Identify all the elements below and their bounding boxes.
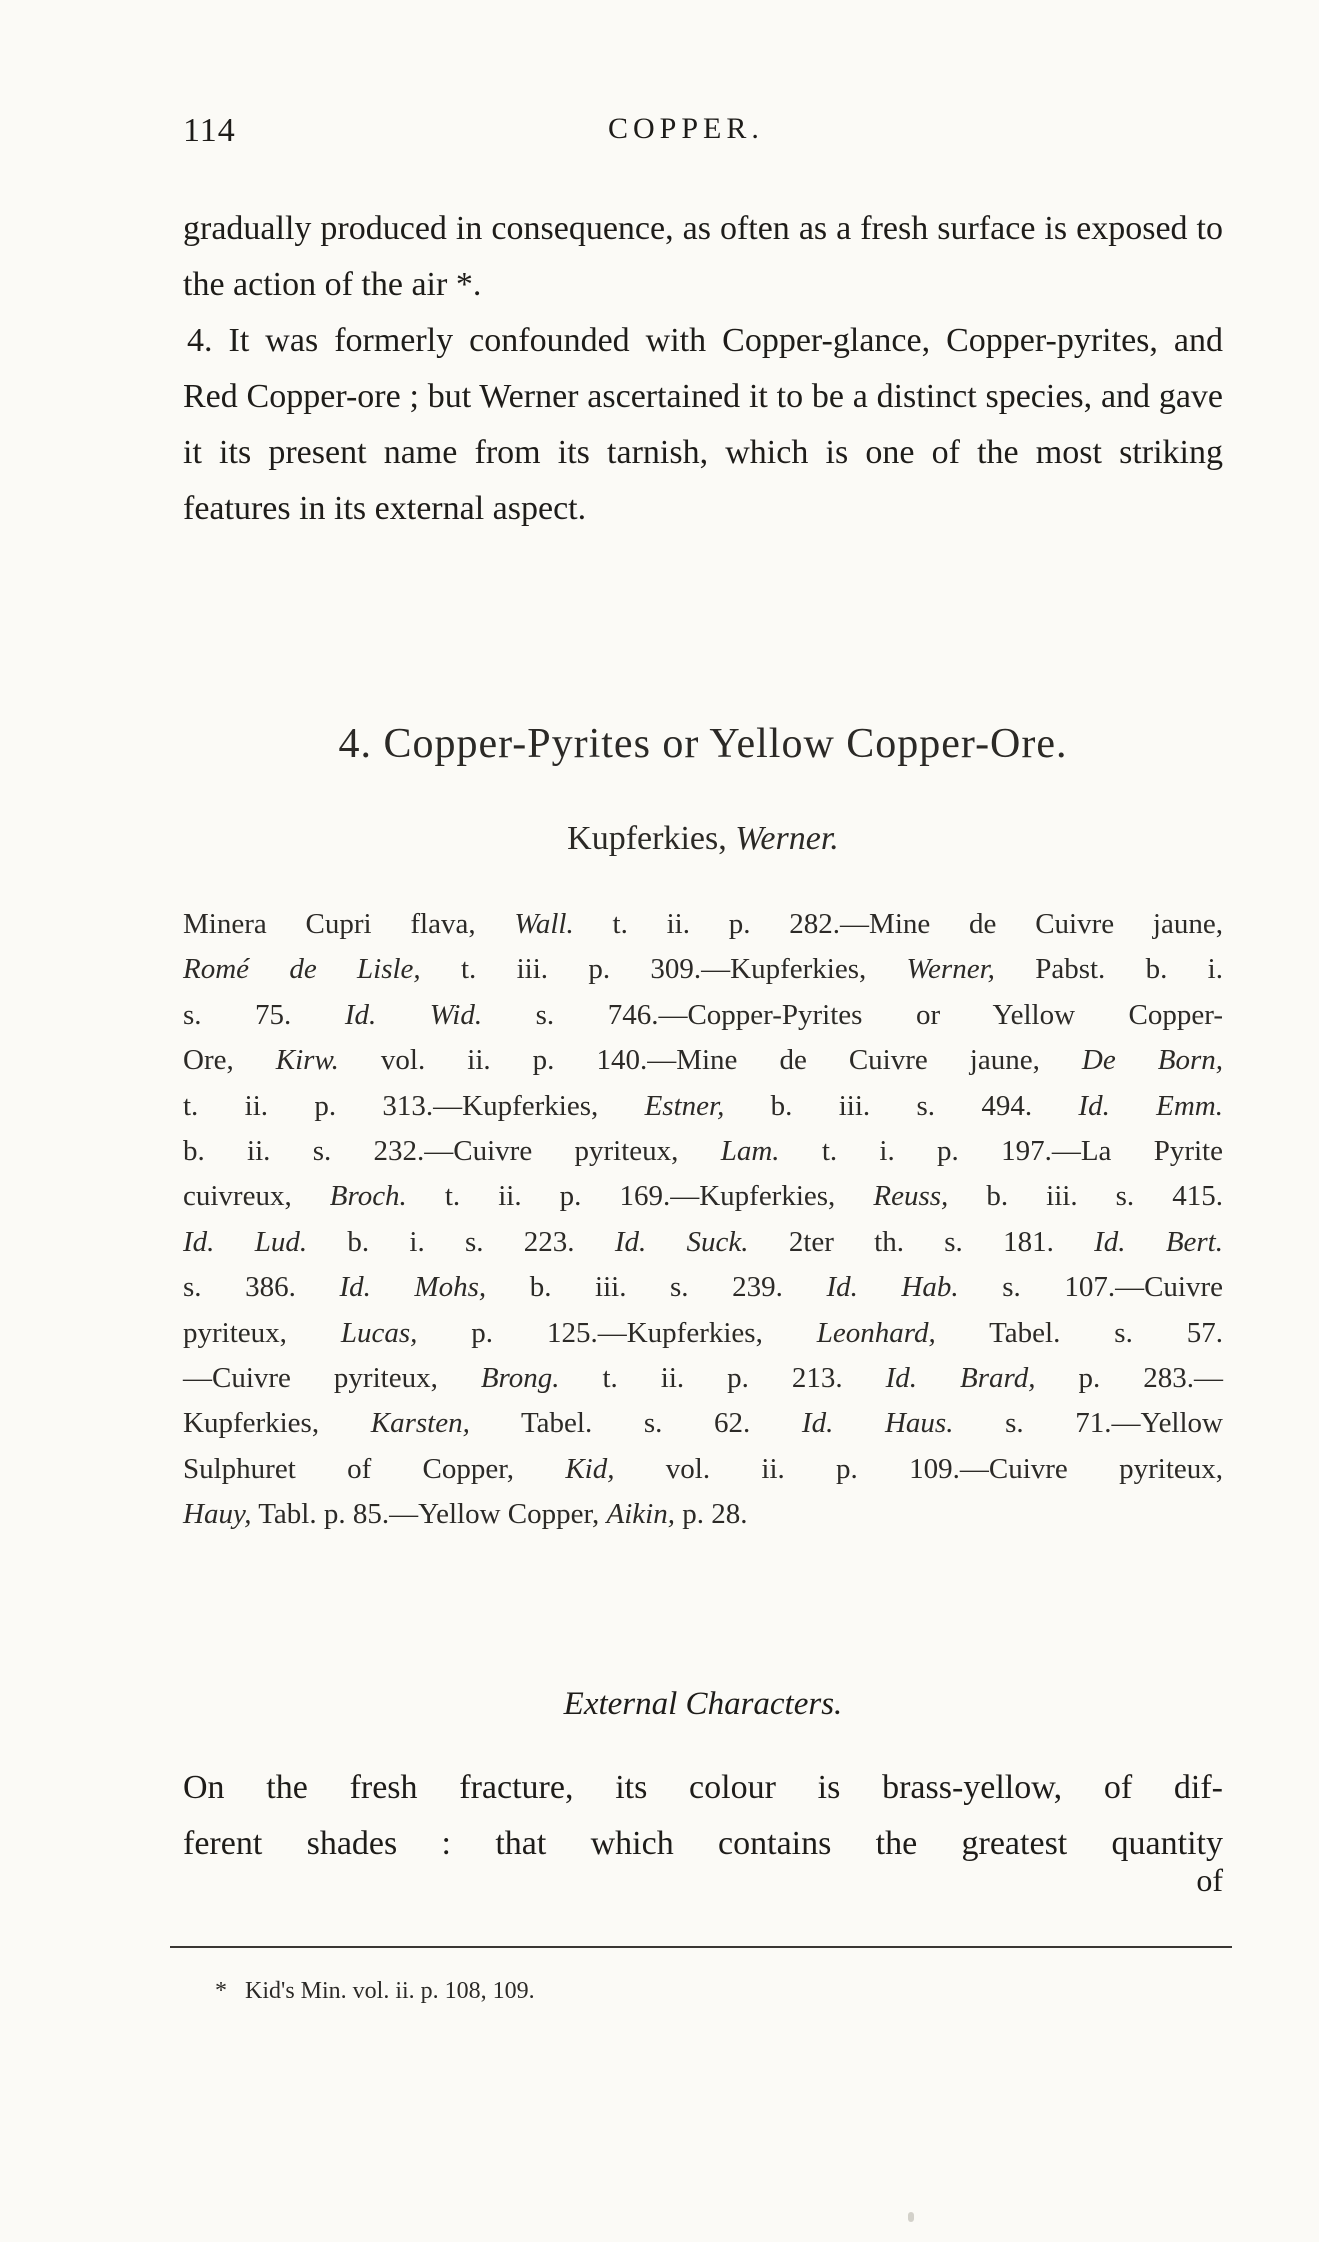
synonymy-text: —Cuivre pyriteux,	[183, 1362, 481, 1395]
synonymy-citation: Hauy,	[183, 1498, 252, 1531]
synonymy-citation: Id. Suck.	[614, 1225, 749, 1258]
synonymy-citation: Estner,	[644, 1089, 725, 1122]
synonymy-line	[183, 1492, 1223, 1537]
synonymy-text: Kupferkies,	[183, 1407, 371, 1440]
synonymy-text: s. 746.—Copper-Pyrites or Yellow Copper-	[482, 998, 1223, 1031]
synonymy-text: cuivreux,	[183, 1180, 330, 1213]
synonymy-citation: Wall.	[514, 908, 574, 940]
synonymy-citation: Aikin,	[606, 1498, 675, 1531]
synonymy-citation: Lam.	[720, 1135, 780, 1168]
synonymy-text: b. iii. s. 239.	[486, 1271, 827, 1304]
synonymy-line	[183, 1356, 1223, 1401]
subtitle-name: Kupferkies,	[567, 820, 727, 857]
synonymy-text: vol. ii. p. 109.—Cuivre pyriteux,	[614, 1452, 1223, 1485]
intro-text	[183, 201, 1223, 537]
footnote	[215, 1978, 535, 2005]
synonymy-text: 2ter th. s. 181.	[748, 1225, 1095, 1258]
synonymy-text: vol. ii. p. 140.—Mine de Cuivre jaune,	[338, 1044, 1082, 1077]
page-header	[183, 112, 1223, 162]
synonymy-citation: Id. Hab.	[826, 1271, 959, 1304]
synonymy-citation: Kirw.	[275, 1044, 339, 1077]
section-subtitle	[183, 820, 1223, 858]
synonymy-text: t. i. p. 197.—La Pyrite	[779, 1135, 1223, 1168]
synonymy-citation: Id. Bert.	[1094, 1225, 1223, 1258]
running-title: COPPER.	[608, 112, 764, 145]
synonymy-text: t. ii. p. 213.	[559, 1362, 886, 1395]
paragraph-4: 4. It was formerly confounded with Copper-glance, Copper-pyrites, and Red Copper-ore ; but Werner ascertained it to be a distinct species, and gave it its present name from its tarnish, which is one of the most striking features in its external aspect.	[183, 322, 1223, 527]
synonymy-text: s. 107.—Cuivre	[958, 1271, 1223, 1304]
synonymy-text: s. 71.—Yellow	[953, 1407, 1223, 1440]
synonymy-text: Minera Cupri flava,	[183, 908, 515, 940]
synonymy-citation: Leonhard,	[816, 1316, 936, 1349]
synonymy-citation: Brong.	[480, 1362, 560, 1395]
subtitle-author: Werner.	[735, 820, 839, 857]
synonymy-citation: De Born,	[1081, 1044, 1223, 1077]
synonymy-text: s. 75.	[183, 998, 345, 1031]
synonymy-text: Ore,	[183, 1044, 276, 1077]
synonymy-line	[183, 1311, 1223, 1356]
footnote-mark: *	[215, 1978, 227, 2004]
footnote-text: Kid's Min. vol. ii. p. 108, 109.	[245, 1978, 535, 2004]
synonymy-line	[183, 1447, 1223, 1492]
synonymy-text: t. ii. p. 313.—Kupferkies,	[183, 1089, 645, 1122]
text-line: ferent shades : that which contains the greatest quantity	[183, 1825, 1223, 1862]
synonymy-citation: Werner,	[906, 953, 995, 986]
synonymy-citation: Id. Brard,	[885, 1362, 1036, 1395]
synonymy-text: Sulphuret of Copper,	[183, 1452, 566, 1485]
synonymy-citation: Id. Wid.	[344, 998, 483, 1031]
synonymy-citation: Kid,	[565, 1452, 615, 1485]
synonymy-text: b. iii. s. 494.	[724, 1089, 1079, 1122]
synonymy-line	[183, 1084, 1223, 1129]
synonymy-text: b. iii. s. 415.	[948, 1180, 1223, 1213]
section-title: 4. Copper-Pyrites or Yellow Copper-Ore.	[338, 721, 1068, 767]
synonymy-text: Tabel. s. 62.	[469, 1407, 802, 1440]
synonymy-text: Pabst. b. i.	[994, 953, 1223, 986]
synonymy-text: p. 28.	[674, 1498, 748, 1531]
paper-speck	[908, 2212, 914, 2222]
synonymy-text: t. ii. p. 169.—Kupferkies,	[406, 1180, 874, 1213]
synonymy-citation: Id. Lud.	[183, 1225, 308, 1258]
synonymy-text: p. 125.—Kupferkies,	[417, 1316, 817, 1349]
external-characters-paragraph	[183, 1760, 1223, 1872]
synonymy-line	[183, 1174, 1223, 1219]
synonymy-line	[183, 993, 1223, 1038]
external-characters-heading: External Characters.	[563, 1686, 843, 1722]
synonymy-text: pyriteux,	[183, 1316, 341, 1349]
synonymy-citation: Id. Emm.	[1078, 1089, 1224, 1122]
synonymy-block	[183, 902, 1223, 1538]
synonymy-line	[183, 1038, 1223, 1083]
continuation-paragraph: gradually produced in consequence, as often as a fresh surface is exposed to the action of the air *.	[183, 210, 1223, 303]
footnote-rule	[170, 1946, 1232, 1948]
synonymy-text: p. 283.—	[1035, 1362, 1224, 1395]
text-line: On the fresh fracture, its colour is brass-yellow, of dif-	[183, 1769, 1223, 1806]
synonymy-text: b. i. s. 223.	[307, 1225, 615, 1258]
synonymy-citation: Lucas,	[340, 1316, 418, 1349]
synonymy-citation: Romé de Lisle,	[183, 953, 421, 986]
synonymy-line	[183, 1401, 1223, 1446]
synonymy-citation: Reuss,	[873, 1180, 949, 1213]
synonymy-line	[183, 1220, 1223, 1265]
synonymy-citation: Id. Haus.	[801, 1407, 954, 1440]
synonymy-citation: Karsten,	[370, 1407, 470, 1440]
synonymy-line	[183, 902, 1223, 947]
synonymy-text: t. iii. p. 309.—Kupferkies,	[420, 953, 907, 986]
synonymy-text: s. 386.	[183, 1271, 340, 1304]
synonymy-text: t. ii. p. 282.—Mine de Cuivre jaune,	[573, 908, 1223, 940]
synonymy-line	[183, 947, 1223, 992]
synonymy-citation: Id. Mohs,	[339, 1271, 487, 1304]
synonymy-line	[183, 1265, 1223, 1310]
synonymy-citation: Broch.	[329, 1180, 407, 1213]
synonymy-text: Tabel. s. 57.	[935, 1316, 1223, 1349]
catchword: of	[1196, 1862, 1223, 1898]
page-number: 114	[183, 112, 236, 149]
synonymy-line	[183, 1129, 1223, 1174]
synonymy-text: Tabl. p. 85.—Yellow Copper,	[251, 1498, 607, 1531]
synonymy-text: b. ii. s. 232.—Cuivre pyriteux,	[183, 1135, 721, 1168]
